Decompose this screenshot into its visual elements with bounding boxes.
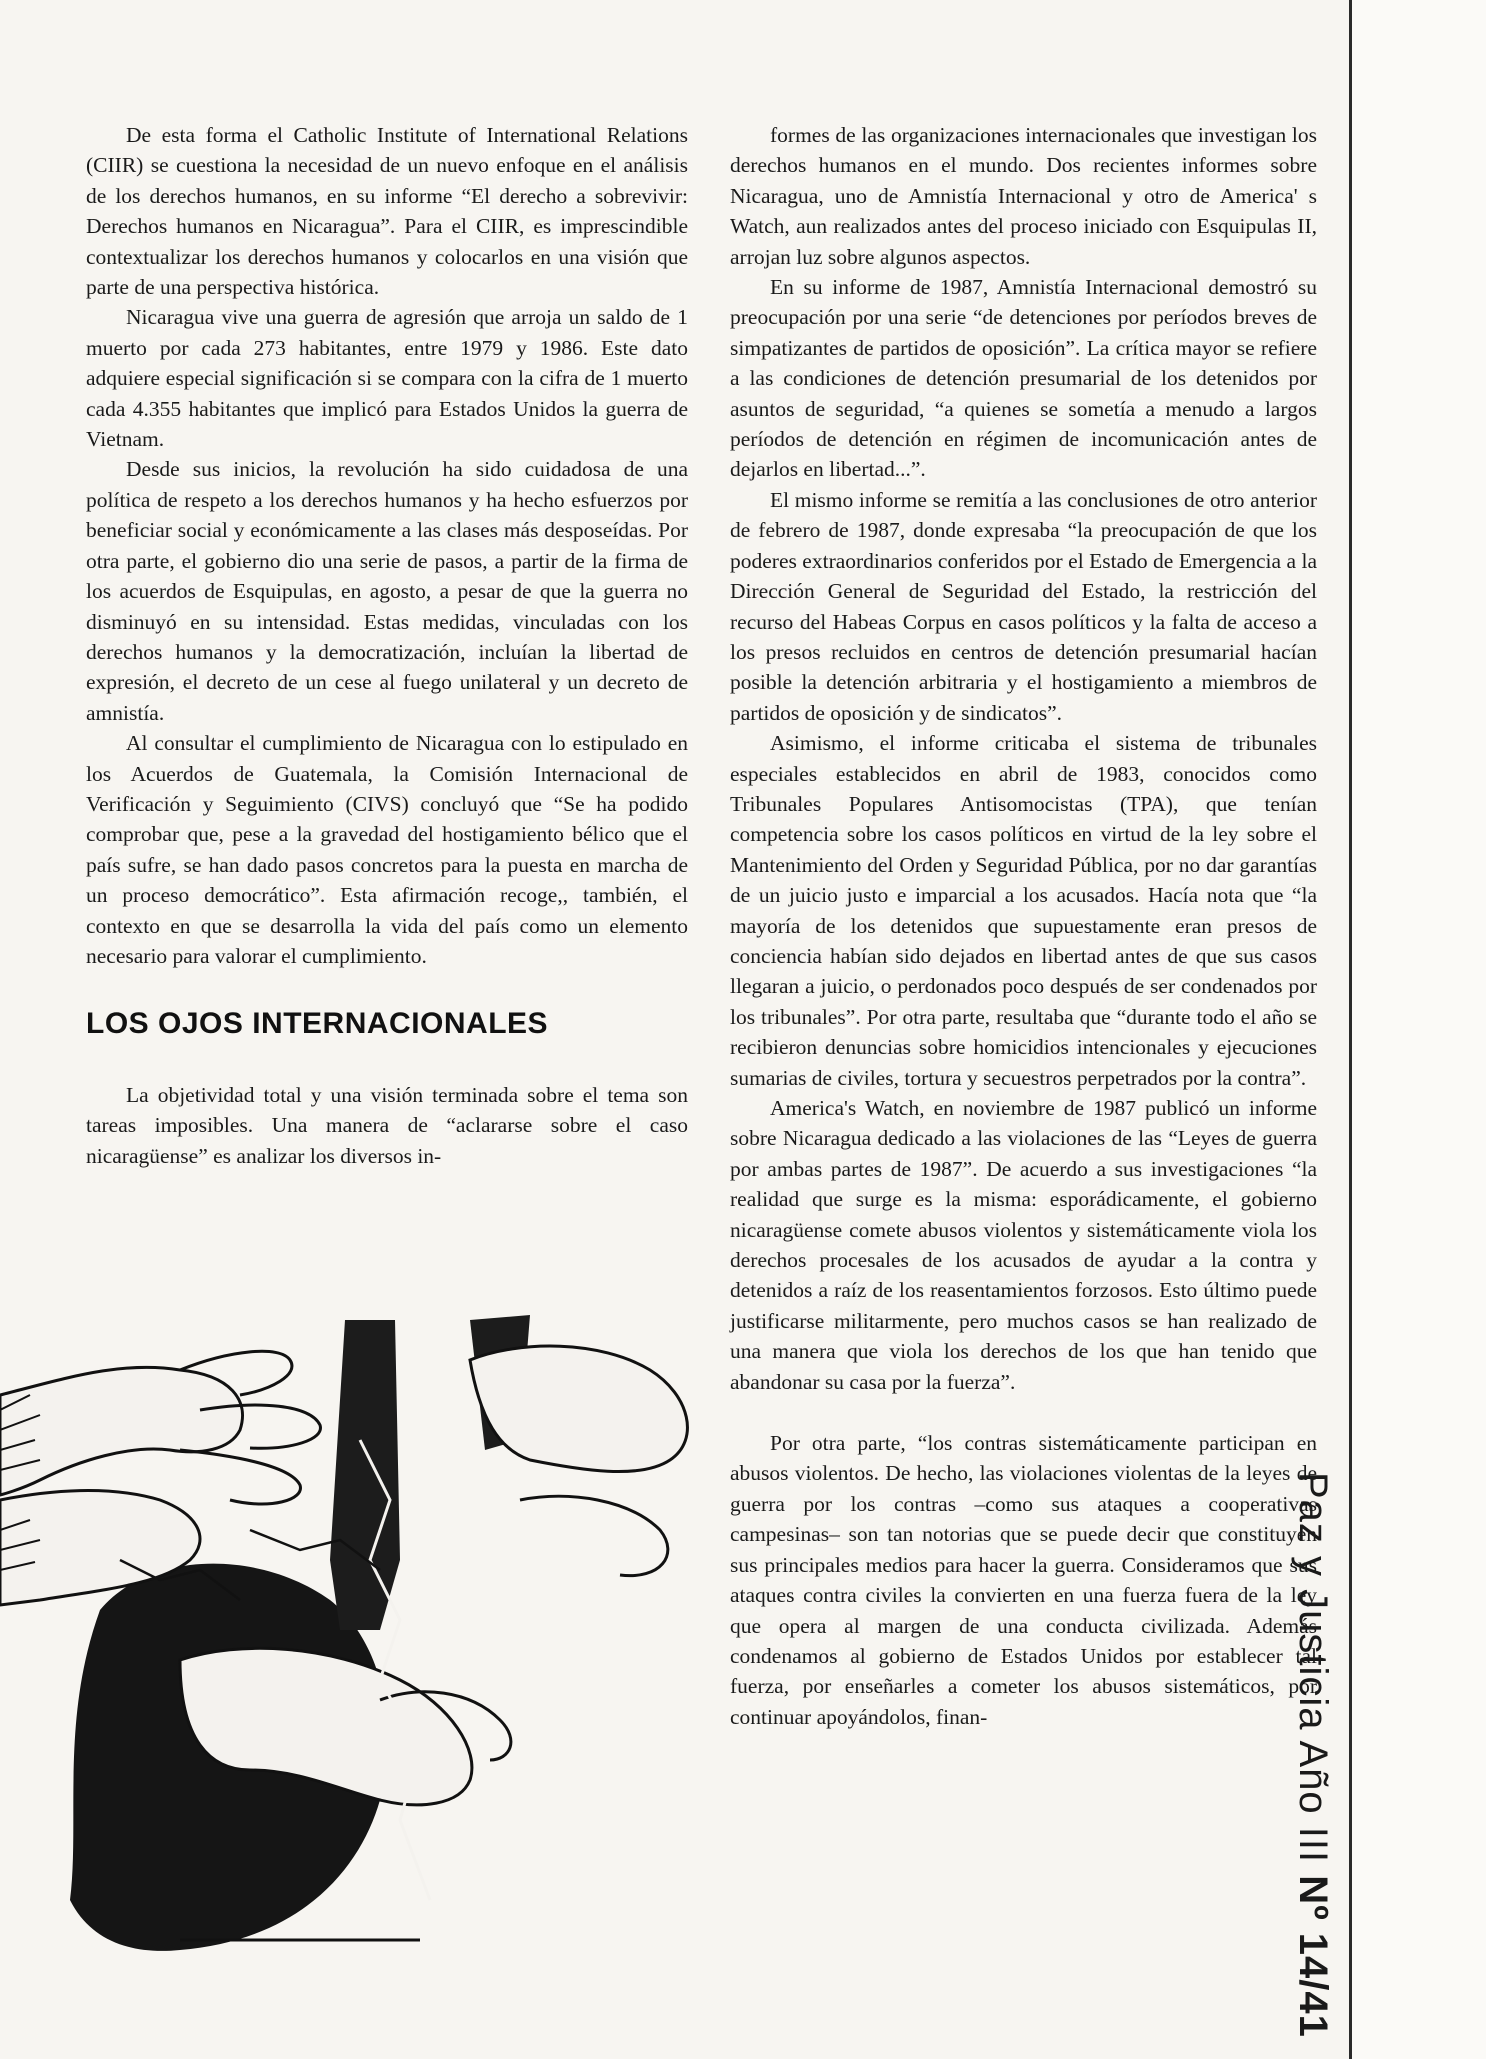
paragraph: Nicaragua vive una guerra de agresión que arroja un saldo de 1 muerto por cada 273 habitantes, entre 1979 y 1986. Este dato adquiere especial significación si se compara con la cifra de 1 muerto cada 4.355 habitantes que implicó para Estados Unidos la guerra de Vietnam. xyxy=(86,305,688,452)
left-hand xyxy=(0,1367,243,1495)
paragraph: El mismo informe se remitía a las conclusiones de otro anterior de febrero de 1987, donde expresaba “la preocupación de que los poderes extraordinarios conferidos por el Estado de Emergencia a la Dirección General de Seguridad del Estado, la restricción del recurso del Habeas Corpus en casos políticos y la falta de acceso a los presos recluidos en centros de detención presumarial hacían posible la detención arbitraria y el hostigamiento a miembros de partidos de oposición y de sindicatos”. xyxy=(730,487,1317,725)
sidebar-strip xyxy=(1352,0,1486,2059)
hands-illustration xyxy=(0,1300,720,1970)
masthead-year: Año III xyxy=(1291,1740,1335,1864)
right-hand xyxy=(470,1346,687,1471)
paragraph: Asimismo, el informe criticaba el sistema de tribunales especiales establecidos en abril de 1983, conocidos como Tribunales Populares Antisomocistas (TPA), que tenían competencia sobre los casos políticos en virtud de la ley sobre el Mantenimiento del Orden y Seguridad Pública, por no dar garantías de un juicio justo e imparcial a los acusados. Hacía nota que “la mayoría de los detenidos que supuestamente eran presos de conciencia habían sido dejados en libertad antes de que sus casos llegaran a juicio, o perdonados poco después de ser condenados por los tribunales”. Por otra parte, resultaba que “durante todo el año se recibieron denuncias sobre homicidios intencionales y ejecuciones sumarias de civiles, tortura y secuestros perpetrados por la contra”. xyxy=(730,731,1317,1090)
paragraph: Al consultar el cumplimiento de Nicaragua con lo estipulado en los Acuerdos de Guatemala, la Comisión Internacional de Verificación y Seguimiento (CIVS) concluyó que “Se ha podido comprobar que, pese a la gravedad del hostigamiento bélico que el país sufre, se han dado pasos concretos para la puesta en marcha de un proceso democrático”. Esta afirmación recoge,, también, el contexto en que se desarrolla la vida del país como un elemento necesario para valorar el cumplimiento. xyxy=(86,731,688,968)
paragraph: formes de las organizaciones internacionales que investigan los derechos humanos en el mundo. Dos recientes informes sobre Nicaragua, uno de Amnistía Internacional y otro de America' s Watch, aun realizados antes del proceso iniciado con Esquipulas II, arrojan luz sobre algunos aspectos. xyxy=(730,123,1317,269)
paragraph: De esta forma el Catholic Institute of International Relations (CIIR) se cuestiona la necesidad de un nuevo enfoque en el análisis de los derechos humanos, en su informe “El derecho a sobrevivir: Derechos humanos en Nicaragua”. Para el CIIR, es imprescindible contextualizar los derechos humanos y colocarlos en una visión que parte de una perspectiva histórica. xyxy=(86,123,688,300)
left-column xyxy=(86,120,688,1171)
right-column xyxy=(730,120,1317,1732)
paragraph: Desde sus inicios, la revolución ha sido cuidadosa de una política de respeto a los derechos humanos y ha hecho esfuerzos por beneficiar social y económicamente a las clases más desposeídas. Por otra parte, el gobierno dio una serie de pasos, a partir de la firma de los acuerdos de Esquipulas, en agosto, a pesar de que la guerra no disminuyó en su intensidad. Estas medidas, vinculadas con los derechos humanos y la democratización, incluían la libertad de expresión, el decreto de un cese al fuego unilateral y un decreto de amnistía. xyxy=(86,457,688,725)
paragraph: En su informe de 1987, Amnistía Internacional demostró su preocupación por una serie “de detenciones por períodos breves de simpatizantes de partidos de oposición”. La crítica mayor se refiere a las condiciones de detención presumarial de los detenidos por asuntos de seguridad, “a quienes se sometía a menudo a largos períodos de detención en régimen de incomunicación antes de dejarlos en libertad...”. xyxy=(730,275,1317,482)
paragraph: La objetividad total y una visión terminada sobre el tema son tareas imposibles. Una manera de “aclararse sobre el caso nicaragüense” es analizar los diversos in- xyxy=(86,1082,688,1168)
masthead-publication: Paz y Justicia xyxy=(1291,1472,1335,1731)
section-heading: LOS OJOS INTERNACIONALES xyxy=(86,1007,549,1041)
paragraph: America's Watch, en noviembre de 1987 publicó un informe sobre Nicaragua dedicado a las violaciones de las “Leyes de guerra por ambas partes de 1987”. De acuerdo a sus investigaciones “la realidad que surge es la misma: esporádicamente, el gobierno nicaragüense comete abusos violentos y sistemáticamente viola los derechos procesales de los acusados de ayudar a la contra y detenidos a raíz de los reasentamientos forzosos. Esto último puede justificarse militarmente, pero muchos casos se han realizado de una manera que viola los derechos de los que han tenido que abandonar su casa por la fuerza”. xyxy=(730,1096,1317,1394)
central-post xyxy=(330,1320,400,1630)
paragraph: Por otra parte, “los contras sistemáticamente participan en abusos violentos. De hecho, las violaciones violentas de la leyes de guerra por los contras –como sus ataques a cooperativas campesinas– son tan notorias que se puede decir que constituyen sus principales medios para hacer la guerra. Consideramos que sus ataques contra civiles la convierten en una fuerza fuera de la ley que opera al margen de una conducta civilizada. Además condenamos al gobierno de Estados Unidos por establecer tal fuerza, por enseñarles a cometer los abusos sistemáticos, por continuar apoyándolos, finan- xyxy=(730,1431,1317,1729)
masthead-issue: Nº 14/41 xyxy=(1291,1875,1335,2038)
